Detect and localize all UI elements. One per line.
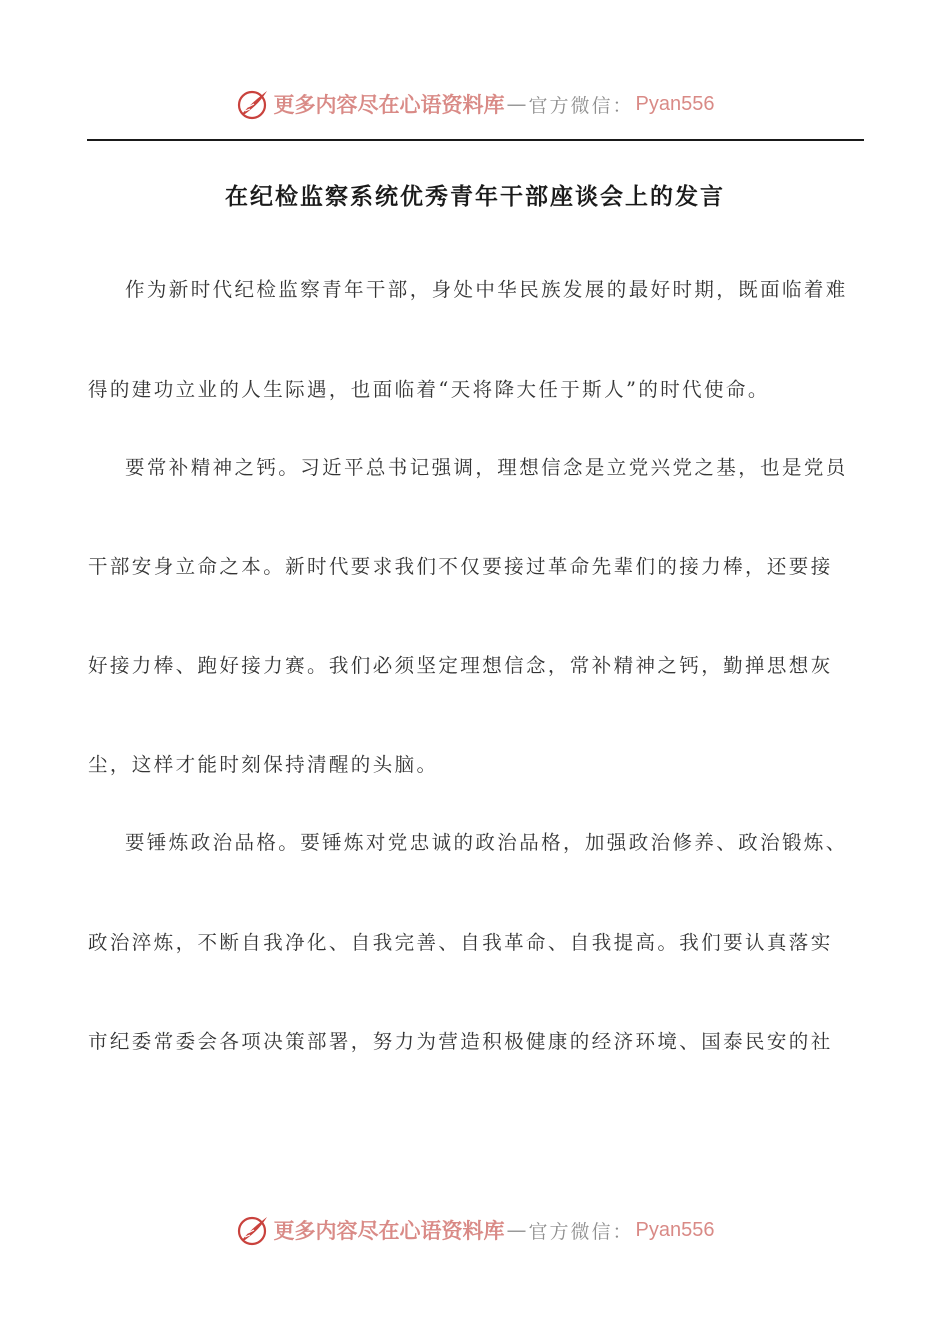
banner-separator: — bbox=[506, 1218, 527, 1242]
quill-pen-logo-icon bbox=[236, 87, 270, 121]
body-line-7: 要锤炼政治品格。要锤炼对党忠诚的政治品格，加强政治修养、政治锻炼、 bbox=[125, 831, 848, 854]
body-line-4: 干部安身立命之本。新时代要求我们不仅要接过革命先辈们的接力棒，还要接 bbox=[88, 555, 833, 578]
body-line-8: 政治淬炼，不断自我净化、自我完善、自我革命、自我提高。我们要认真落实 bbox=[88, 931, 833, 954]
quill-pen-logo-icon bbox=[236, 1213, 270, 1247]
body-line-1: 作为新时代纪检监察青年干部，身处中华民族发展的最好时期，既面临着难 bbox=[125, 278, 848, 301]
footer-banner bbox=[0, 1210, 950, 1250]
body-line-2: 得的建功立业的人生际遇，也面临着“天将降大任于斯人”的时代使命。 bbox=[88, 378, 770, 401]
body-line-9: 市纪委常委会各项决策部署，努力为营造积极健康的经济环境、国泰民安的社 bbox=[88, 1030, 833, 1053]
banner-separator: — bbox=[506, 92, 527, 116]
banner-wechat-id: Pyan556 bbox=[635, 92, 715, 115]
banner-brand-text: 更多内容尽在心语资料库 bbox=[273, 1218, 505, 1243]
banner-official-label: 官方微信： bbox=[528, 94, 634, 117]
header-divider bbox=[87, 139, 864, 141]
body-line-6: 尘，这样才能时刻保持清醒的头脑。 bbox=[88, 753, 439, 776]
body-line-5: 好接力棒、跑好接力赛。我们必须坚定理想信念，常补精神之钙，勤掸思想灰 bbox=[88, 654, 833, 677]
banner-official-label: 官方微信： bbox=[528, 1220, 634, 1243]
banner-brand-text: 更多内容尽在心语资料库 bbox=[273, 92, 505, 117]
body-line-3: 要常补精神之钙。习近平总书记强调，理想信念是立党兴党之基，也是党员 bbox=[125, 456, 848, 479]
document-title: 在纪检监察系统优秀青年干部座谈会上的发言 bbox=[225, 183, 725, 210]
header-banner bbox=[0, 84, 950, 124]
banner-wechat-id: Pyan556 bbox=[635, 1218, 715, 1241]
